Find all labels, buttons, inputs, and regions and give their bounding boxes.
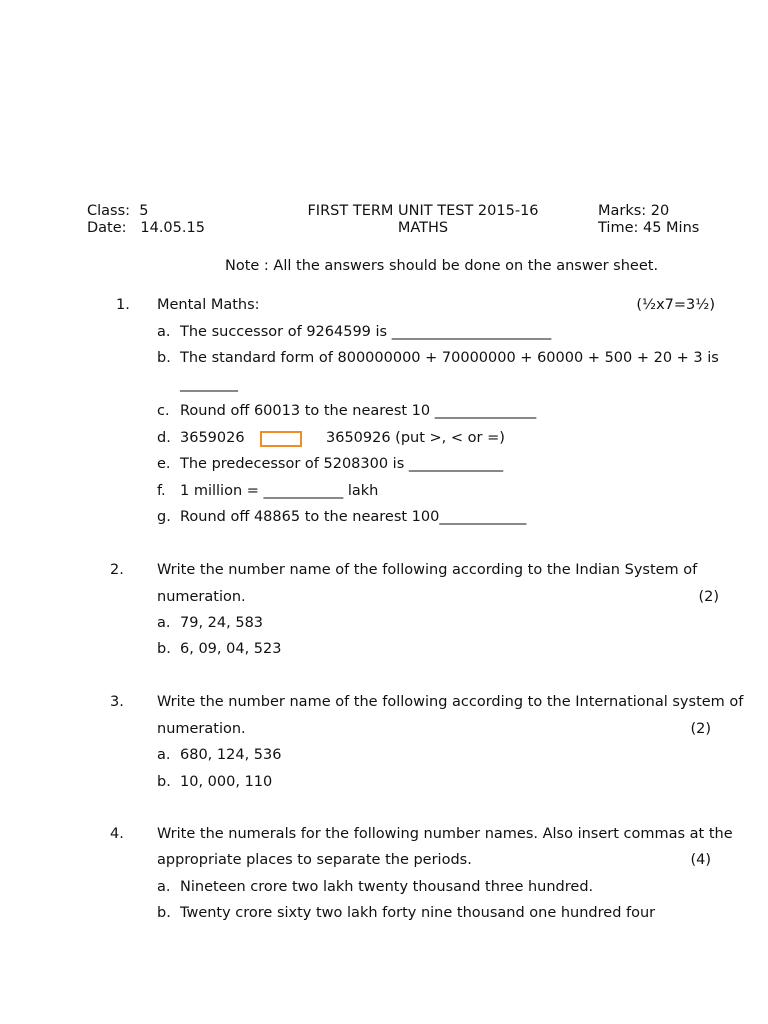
q1-item-letter: e.	[157, 456, 171, 472]
q2-item-letter: b.	[157, 641, 171, 657]
marks-label: Marks: 20	[598, 203, 670, 219]
test-title: FIRST TERM UNIT TEST 2015-16	[307, 203, 539, 219]
q1-item-answer-blank: ________	[180, 376, 238, 392]
instruction-note: Note : All the answers should be done on the answer sheet.	[225, 258, 659, 274]
q2-item-letter: a.	[157, 615, 171, 631]
q2-text: Write the number name of the following according to the Indian System of	[157, 562, 698, 578]
q1-item-letter: a.	[157, 324, 171, 340]
subject-label: MATHS	[397, 220, 449, 236]
q2-marks: (2)	[698, 589, 719, 605]
q3-item-text: 10, 000, 110	[180, 774, 273, 790]
q3-text: numeration.	[157, 721, 246, 737]
time-label: Time: 45 Mins	[598, 220, 700, 236]
q1-item-letter: c.	[157, 403, 170, 419]
q3-text: Write the number name of the following according to the International system of	[157, 694, 744, 710]
q1-number: 1.	[116, 297, 130, 313]
q1-item-text: 1 million = ___________ lakh	[180, 483, 379, 499]
q3-item-text: 680, 124, 536	[180, 747, 282, 763]
q1-item-text: Round off 48865 to the nearest 100____________	[180, 509, 527, 525]
q1-item-letter: d.	[157, 430, 171, 446]
q1-marks: (½x7=3½)	[636, 297, 715, 313]
q2-text: numeration.	[157, 589, 246, 605]
class-label: Class: 5	[87, 203, 149, 219]
q1-item-text: Round off 60013 to the nearest 10 ______________	[180, 403, 537, 419]
q2-number: 2.	[110, 562, 124, 578]
q1-item-text: 3650926 (put >, < or =)	[326, 430, 505, 446]
q4-item-text: Twenty crore sixty two lakh forty nine thousand one hundred four	[180, 905, 656, 921]
q1-item-text: The successor of 9264599 is ______________________	[180, 324, 552, 340]
q4-text: appropriate places to separate the periods.	[157, 852, 472, 868]
q4-item-letter: b.	[157, 905, 171, 921]
q3-item-letter: b.	[157, 774, 171, 790]
q3-number: 3.	[110, 694, 124, 710]
q1-item-letter: b.	[157, 350, 171, 366]
q4-text: Write the numerals for the following number names. Also insert commas at the	[157, 826, 733, 842]
q1-item-letter: f.	[157, 483, 166, 499]
q4-item-text: Nineteen crore two lakh twenty thousand three hundred.	[180, 879, 594, 895]
q1-item-text: 3659026	[180, 430, 245, 446]
q1-item-text: The standard form of 800000000 + 70000000 + 60000 + 500 + 20 + 3 is	[180, 350, 719, 366]
q3-marks: (2)	[690, 721, 711, 737]
q1-title: Mental Maths:	[157, 297, 260, 313]
q4-item-letter: a.	[157, 879, 171, 895]
q2-item-text: 79, 24, 583	[180, 615, 264, 631]
comparison-answer-box	[260, 431, 302, 447]
q4-marks: (4)	[690, 852, 711, 868]
q4-number: 4.	[110, 826, 124, 842]
q1-item-text: The predecessor of 5208300 is _____________	[180, 456, 504, 472]
q3-item-letter: a.	[157, 747, 171, 763]
date-label: Date: 14.05.15	[87, 220, 205, 236]
q2-item-text: 6, 09, 04, 523	[180, 641, 282, 657]
q1-item-letter: g.	[157, 509, 171, 525]
